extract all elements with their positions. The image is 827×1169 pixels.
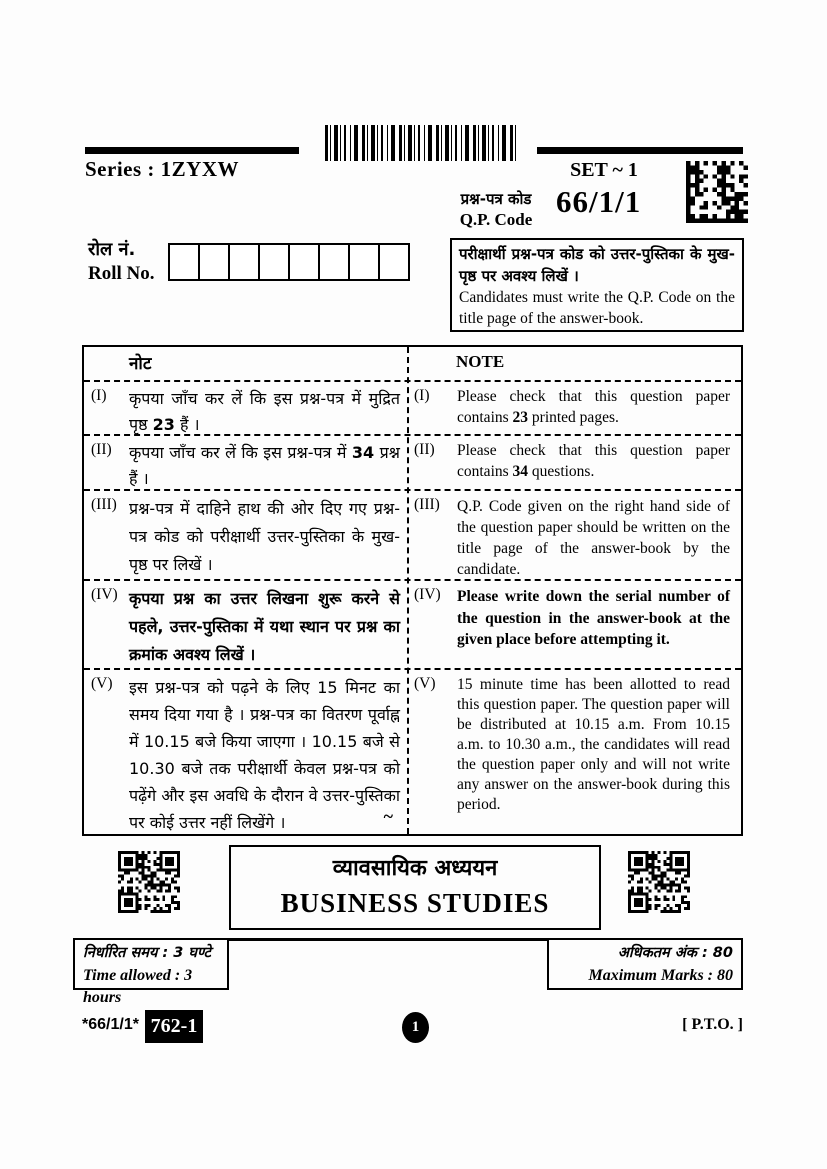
qp-code-instruction-box <box>450 238 744 332</box>
tilde-mark: ~ <box>383 806 393 826</box>
row4-number-english-side: (IV) <box>414 586 441 603</box>
time-allowed-hindi: निर्धारित समय : 3 घण्टे <box>83 945 211 961</box>
row3-number-hindi-side: (III) <box>91 496 117 513</box>
row3-text-hindi: प्रश्न-पत्र में दाहिने हाथ की ओर दिए गए प्रश्न-पत्र कोड को परीक्षार्थी उत्तर-पुस्तिका के मुख-पृष्ठ पर लिखें । <box>129 499 400 574</box>
qp-code-instruction-english: Candidates must write the Q.P. Code on the title page of the answer-book. <box>459 289 735 327</box>
subject-title-box <box>229 845 601 930</box>
row3-text-english: Q.P. Code given on the right hand side of the question paper should be written on the title page of the answer-book by the candidate. <box>457 498 730 578</box>
barcode <box>325 125 517 161</box>
row5-text-english: 15 minute time has been allotted to read this question paper. The question paper will be distributed at 10.15 a.m. From 10.15 a.m. to 10.30 a.m., the candidates will read the question paper only and will not write any answer on the answer-book during this period. <box>457 676 730 813</box>
qp-code-instruction-hindi: परीक्षार्थी प्रश्न-पत्र कोड को उत्तर-पुस्तिका के मुख-पृष्ठ पर अवश्य लिखें । <box>459 245 735 285</box>
qp-code-label-hindi: प्रश्न-पत्र कोड <box>460 190 532 208</box>
subject-title-hindi: व्यावसायिक अध्ययन <box>332 856 498 881</box>
roll-digit-box[interactable] <box>198 243 230 281</box>
row4-text-hindi: कृपया प्रश्न का उत्तर लिखना शुरू करने से पहले, उत्तर-पुस्तिका में यथा स्थान पर प्रश्न का क्रमांक अवश्य लिखें । <box>129 589 400 664</box>
datamatrix-code-icon <box>686 161 748 223</box>
row2-number-hindi-side: (II) <box>91 441 112 458</box>
row1-text-hindi: कृपया जाँच कर लें कि इस प्रश्न-पत्र में मुद्रित पृष्ठ 23 हैं । <box>129 389 400 434</box>
note-row-1 <box>84 380 741 434</box>
footer-paper-code: *66/1/1* <box>82 1016 139 1033</box>
row3-number-english-side: (III) <box>414 496 440 513</box>
roll-no-label-english: Roll No. <box>88 263 155 284</box>
header-rule-right <box>537 147 743 154</box>
roll-digit-box[interactable] <box>288 243 320 281</box>
note-table <box>82 345 743 836</box>
page-number-badge: 1 <box>402 1012 429 1043</box>
note-table-header-row <box>84 347 741 380</box>
note-row-5 <box>84 668 741 833</box>
table-column-divider <box>407 347 409 834</box>
header-rule-left <box>85 147 299 154</box>
qp-code-label-english: Q.P. Code <box>459 210 533 229</box>
maximum-marks-box <box>547 938 743 990</box>
footer-print-code-badge: 762-1 <box>145 1010 203 1043</box>
note-header-hindi: नोट <box>129 354 152 374</box>
set-label: SET ~ 1 <box>570 159 638 181</box>
note-row-2 <box>84 434 741 489</box>
row1-number-hindi-side: (I) <box>91 387 107 404</box>
maximum-marks-hindi: अधिकतम अंक : 80 <box>617 945 733 961</box>
qp-code-value: 66/1/1 <box>556 184 642 219</box>
series-label: Series : 1ZYXW <box>85 157 239 181</box>
maximum-marks-english: Maximum Marks : 80 <box>588 967 733 984</box>
qr-code-left-icon <box>118 851 180 913</box>
row1-number-english-side: (I) <box>414 387 430 404</box>
row5-number-hindi-side: (V) <box>91 675 113 692</box>
qr-code-right-icon <box>628 851 690 913</box>
row2-text-english: Please check that this question paper contains 34 questions. <box>457 442 730 480</box>
note-row-3 <box>84 489 741 579</box>
roll-digit-box[interactable] <box>228 243 260 281</box>
row5-number-english-side: (V) <box>414 675 436 692</box>
roll-digit-box[interactable] <box>378 243 410 281</box>
note-header-english: NOTE <box>456 352 505 371</box>
pto-label: [ P.T.O. ] <box>682 1016 743 1033</box>
row5-text-hindi: इस प्रश्न-पत्र को पढ़ने के लिए 15 मिनट का समय दिया गया है । प्रश्न-पत्र का वितरण पूर्वाह्न में 10.15 बजे किया जाएगा । 10.15 बजे से 10.30 बजे तक परीक्षार्थी केवल प्रश्न-पत्र को पढ़ेंगे और इस अवधि के दौरान वे उत्तर-पुस्तिका पर कोई उत्तर नहीं लिखेंगे । ~ <box>129 678 400 832</box>
roll-digit-box[interactable] <box>318 243 350 281</box>
note-row-4 <box>84 579 741 668</box>
row1-text-english: Please check that this question paper contains 23 printed pages. <box>457 388 730 426</box>
roll-no-label-hindi: रोल नं. <box>88 239 136 260</box>
time-allowed-english: Time allowed : 3 hours <box>83 967 193 1006</box>
roll-digit-box[interactable] <box>168 243 200 281</box>
meta-top-rule <box>228 938 548 941</box>
row4-text-english: Please write down the serial number of the question in the answer-book at the given place before attempting it. <box>457 588 730 648</box>
roll-digit-box[interactable] <box>258 243 290 281</box>
subject-title-english: BUSINESS STUDIES <box>280 888 550 918</box>
roll-number-boxes[interactable] <box>170 243 410 281</box>
qp-code-labels <box>444 189 548 230</box>
time-allowed-box <box>73 938 229 1006</box>
roll-digit-box[interactable] <box>348 243 380 281</box>
row4-number-hindi-side: (IV) <box>91 586 118 603</box>
row2-text-hindi: कृपया जाँच कर लें कि इस प्रश्न-पत्र में 34 प्रश्न हैं । <box>129 443 400 488</box>
row2-number-english-side: (II) <box>414 441 435 458</box>
